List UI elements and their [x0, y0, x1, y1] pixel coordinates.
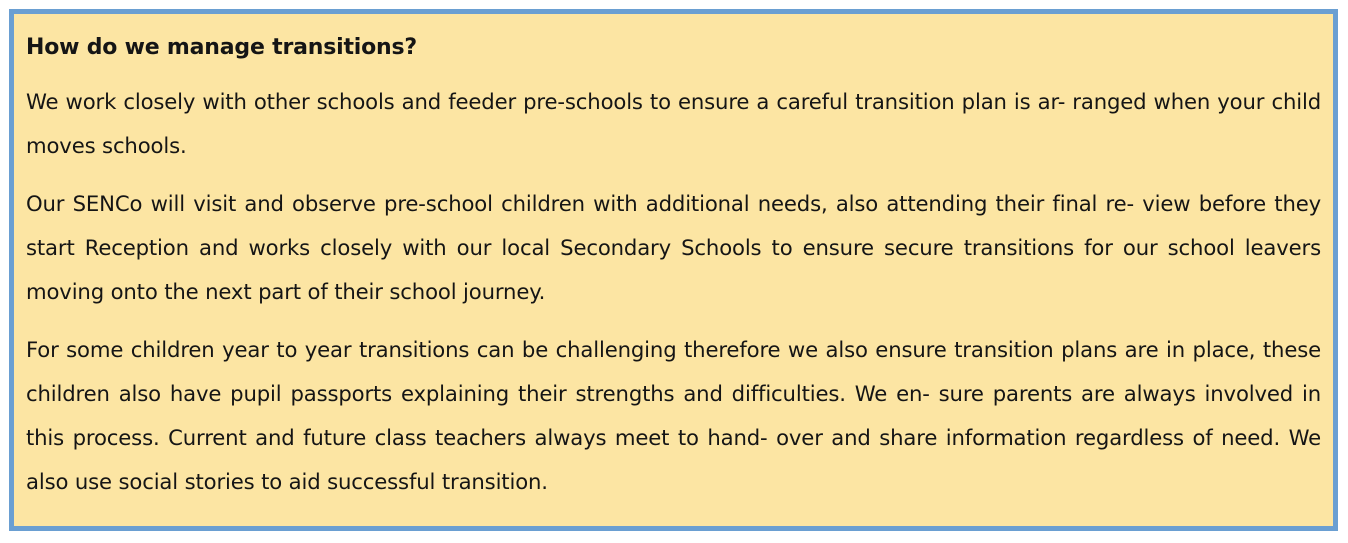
paragraph-2-line-2: view before they start Reception and works closely with our local Secondary Schools to ensure secure — [26, 191, 1321, 260]
info-panel — [9, 9, 1338, 531]
paragraph-1-line-1: We work closely with other schools and feeder pre-schools to ensure a careful transition plan is ar- — [26, 89, 1066, 114]
paragraph-3-line-2: are in place, these children also have pupil passports explaining their strengths and difficulties. We en- — [26, 337, 1321, 406]
paragraph-3-line-4: over and share information regardless of need. We also use social stories to aid successful transition. — [26, 425, 1322, 494]
paragraph-2-line-3: transitions for our school leavers moving onto the next part of their school journey. — [26, 235, 1321, 304]
paragraph-1-line-2: ranged when your child moves schools. — [26, 89, 1321, 158]
paragraph-3-line-3: sure parents are always involved in this process. Current and future class teachers always meet to hand- — [26, 381, 1321, 450]
paragraph-2 — [26, 182, 1321, 314]
paragraph-3-line-1: For some children year to year transitions can be challenging therefore we also ensure transition plans — [26, 337, 1118, 362]
section-heading: How do we manage transitions? — [26, 35, 417, 60]
paragraph-3 — [26, 328, 1321, 504]
paragraph-2-line-1: Our SENCo will visit and observe pre-school children with additional needs, also attending their final re- — [26, 191, 1135, 216]
paragraph-1 — [26, 80, 1321, 168]
